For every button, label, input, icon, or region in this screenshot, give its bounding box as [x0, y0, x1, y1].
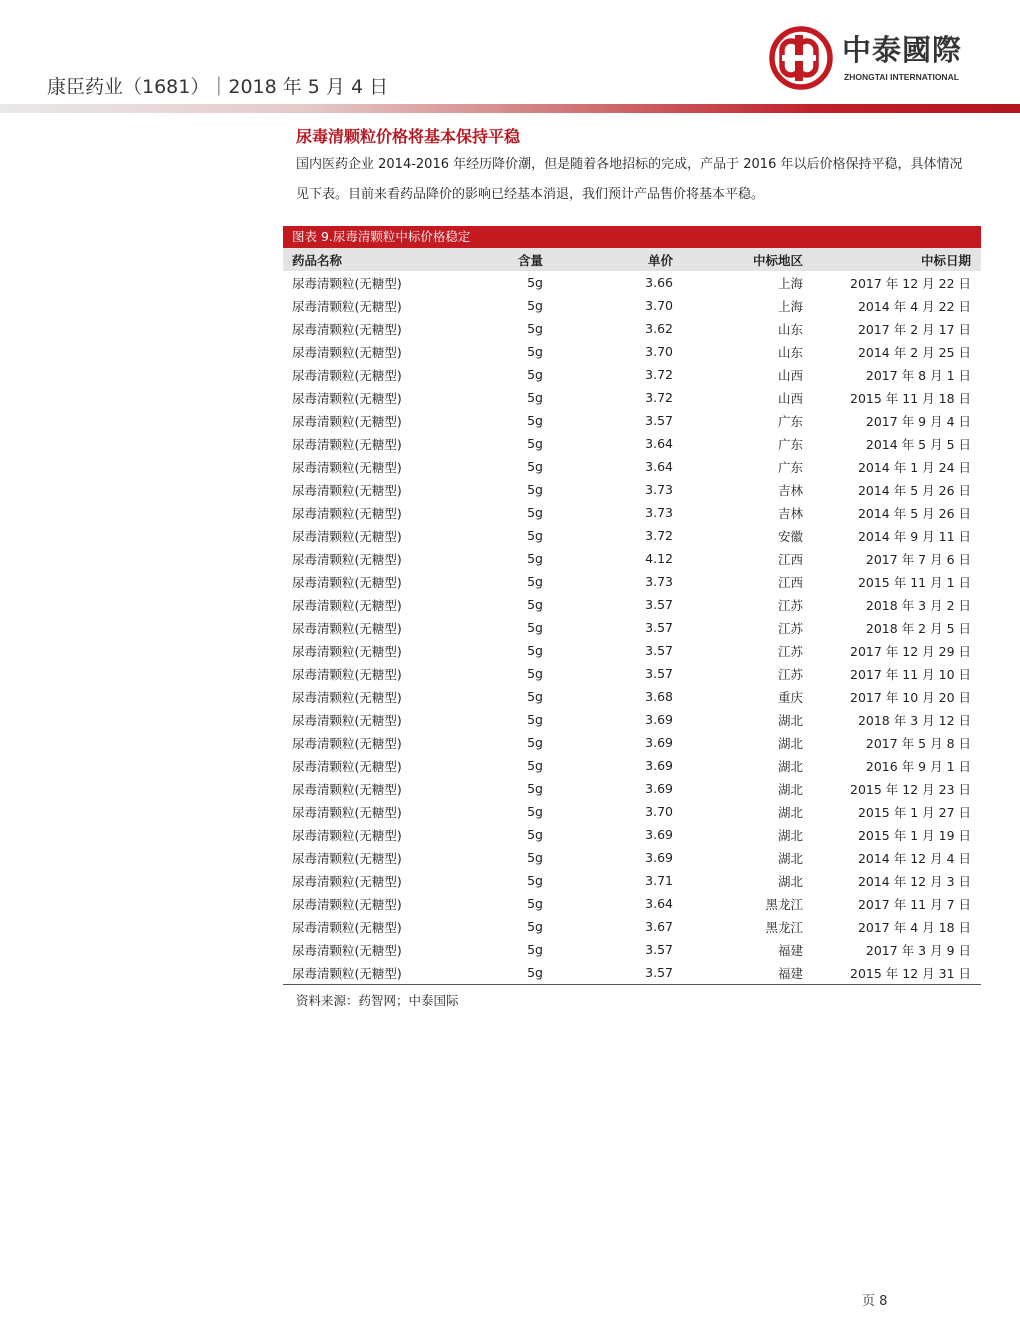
cell-date: 2017 年 11 月 7 日: [857, 896, 971, 912]
cell-unit-price: 3.69: [645, 827, 673, 842]
cell-quantity: 5g: [527, 505, 543, 520]
cell-unit-price: 3.66: [645, 275, 673, 290]
header-divider: [0, 104, 1020, 113]
cell-quantity: 5g: [527, 620, 543, 635]
section-paragraph: 国内医药企业 2014-2016 年经历降价潮，但是随着各地招标的完成，产品于 2016 年以后价格保持平稳，具体情况见下表。目前来看药品降价的影响已经基本消退，我们预计产品售价将基本平稳。: [296, 157, 963, 202]
cell-date: 2017 年 5 月 8 日: [865, 735, 971, 751]
cell-drug-name: 尿毒清颗粒(无糖型): [292, 482, 402, 498]
cell-unit-price: 3.64: [645, 459, 673, 474]
table-row: [283, 317, 981, 340]
cell-date: 2017 年 2 月 17 日: [857, 321, 971, 337]
cell-quantity: 5g: [527, 390, 543, 405]
section-title: 尿毒清颗粒价格将基本保持平稳: [296, 127, 521, 146]
cell-quantity: 5g: [527, 804, 543, 819]
cell-drug-name: 尿毒清颗粒(无糖型): [292, 666, 402, 682]
cell-date: 2014 年 5 月 26 日: [857, 482, 971, 498]
cell-drug-name: 尿毒清颗粒(无糖型): [292, 942, 402, 958]
cell-drug-name: 尿毒清颗粒(无糖型): [292, 413, 402, 429]
table-row: [283, 340, 981, 363]
table-row: [283, 478, 981, 501]
cell-drug-name: 尿毒清颗粒(无糖型): [292, 689, 402, 705]
cell-region: 江西: [777, 551, 803, 567]
table-row: [283, 455, 981, 478]
cell-quantity: 5g: [527, 712, 543, 727]
table-row: [283, 524, 981, 547]
cell-quantity: 5g: [527, 758, 543, 773]
cell-region: 江苏: [777, 666, 803, 682]
cell-unit-price: 3.72: [645, 528, 673, 543]
cell-date: 2017 年 10 月 20 日: [850, 689, 971, 705]
cell-quantity: 5g: [527, 942, 543, 957]
cell-unit-price: 3.57: [645, 643, 673, 658]
cell-date: 2015 年 1 月 19 日: [857, 827, 971, 843]
cell-quantity: 5g: [527, 666, 543, 681]
cell-drug-name: 尿毒清颗粒(无糖型): [292, 827, 402, 843]
table-row: [283, 869, 981, 892]
cell-unit-price: 3.62: [645, 321, 673, 336]
cell-region: 重庆: [777, 689, 803, 705]
cell-region: 广东: [777, 413, 803, 429]
cell-date: 2017 年 9 月 4 日: [865, 413, 971, 429]
cell-date: 2017 年 3 月 9 日: [865, 942, 971, 958]
cell-unit-price: 3.71: [645, 873, 673, 888]
cell-region: 湖北: [777, 712, 803, 728]
header-quantity: 含量: [442, 248, 543, 271]
cell-unit-price: 3.64: [645, 436, 673, 451]
cell-unit-price: 3.69: [645, 735, 673, 750]
cell-date: 2014 年 4 月 22 日: [857, 298, 971, 314]
table-row: [283, 501, 981, 524]
cell-date: 2014 年 5 月 5 日: [865, 436, 971, 452]
cell-drug-name: 尿毒清颗粒(无糖型): [292, 873, 402, 889]
cell-date: 2018 年 3 月 2 日: [865, 597, 971, 613]
cell-drug-name: 尿毒清颗粒(无糖型): [292, 298, 402, 314]
logo-chinese-name: 中泰國際: [842, 33, 963, 67]
cell-unit-price: 3.57: [645, 666, 673, 681]
table-row: [283, 593, 981, 616]
table-row: [283, 570, 981, 593]
bid-price-table: [283, 248, 981, 985]
table-row: [283, 915, 981, 938]
cell-quantity: 5g: [442, 961, 543, 985]
cell-region: 广东: [777, 436, 803, 452]
cell-region: 湖北: [777, 873, 803, 889]
cell-region: 山西: [777, 367, 803, 383]
cell-date: 2018 年 2 月 5 日: [865, 620, 971, 636]
cell-quantity: 5g: [527, 436, 543, 451]
zhongtai-logo-icon: [768, 26, 834, 90]
table-row: [283, 731, 981, 754]
cell-drug-name: 尿毒清颗粒(无糖型): [292, 551, 402, 567]
table-row: [283, 800, 981, 823]
table-row: [283, 938, 981, 961]
table-row: [283, 846, 981, 869]
cell-quantity: 5g: [527, 413, 543, 428]
table-row: [283, 547, 981, 570]
cell-unit-price: 3.70: [645, 344, 673, 359]
cell-unit-price: 3.57: [645, 620, 673, 635]
cell-date: 2017 年 7 月 6 日: [865, 551, 971, 567]
cell-quantity: 5g: [527, 896, 543, 911]
cell-quantity: 5g: [527, 528, 543, 543]
cell-date: 2016 年 9 月 1 日: [865, 758, 971, 774]
cell-unit-price: 3.73: [645, 574, 673, 589]
cell-region: 山东: [777, 344, 803, 360]
cell-quantity: 5g: [527, 298, 543, 313]
cell-region: 湖北: [777, 758, 803, 774]
cell-unit-price: 4.12: [645, 551, 673, 566]
cell-quantity: 5g: [527, 344, 543, 359]
cell-drug-name: 尿毒清颗粒(无糖型): [292, 781, 402, 797]
cell-region: 江西: [777, 574, 803, 590]
cell-drug-name: 尿毒清颗粒(无糖型): [292, 850, 402, 866]
cell-quantity: 5g: [527, 275, 543, 290]
cell-region: 湖北: [777, 850, 803, 866]
table-body: [283, 271, 981, 985]
report-header-title: 康臣药业（1681）｜2018 年 5 月 4 日: [47, 76, 389, 98]
cell-date: 2017 年 8 月 1 日: [865, 367, 971, 383]
cell-quantity: 5g: [527, 597, 543, 612]
cell-drug-name: 尿毒清颗粒(无糖型): [292, 459, 402, 475]
table-row: [283, 294, 981, 317]
cell-unit-price: 3.69: [645, 758, 673, 773]
cell-quantity: 5g: [527, 735, 543, 750]
cell-region: 江苏: [777, 643, 803, 659]
cell-unit-price: 3.69: [645, 712, 673, 727]
header-unit-price: 单价: [543, 248, 673, 271]
table-row: [283, 386, 981, 409]
cell-drug-name: 尿毒清颗粒(无糖型): [292, 528, 402, 544]
cell-unit-price: 3.69: [645, 781, 673, 796]
header-date: 中标日期: [803, 248, 981, 271]
cell-drug-name: 尿毒清颗粒(无糖型): [292, 896, 402, 912]
table-row: [283, 363, 981, 386]
cell-region: 上海: [777, 298, 803, 314]
cell-unit-price: 3.69: [645, 850, 673, 865]
cell-quantity: 5g: [527, 482, 543, 497]
cell-date: 2015 年 1 月 27 日: [857, 804, 971, 820]
cell-date: 2017 年 12 月 29 日: [850, 643, 971, 659]
cell-date: 2017 年 4 月 18 日: [857, 919, 971, 935]
cell-quantity: 5g: [527, 643, 543, 658]
cell-region: 黑龙江: [765, 919, 803, 935]
table-caption: 图表 9.尿毒清颗粒中标价格稳定: [283, 226, 981, 248]
table-row: [283, 271, 981, 294]
cell-drug-name: 尿毒清颗粒(无糖型): [292, 758, 402, 774]
cell-drug-name: 尿毒清颗粒(无糖型): [292, 344, 402, 360]
cell-drug-name: 尿毒清颗粒(无糖型): [292, 367, 402, 383]
table-row: [283, 823, 981, 846]
cell-date: 2017 年 11 月 10 日: [850, 666, 971, 682]
cell-date: 2014 年 12 月 4 日: [857, 850, 971, 866]
cell-region: 广东: [777, 459, 803, 475]
cell-quantity: 5g: [527, 827, 543, 842]
cell-unit-price: 3.57: [645, 597, 673, 612]
table-row: [283, 685, 981, 708]
cell-region: 江苏: [777, 620, 803, 636]
cell-unit-price: 3.57: [543, 961, 673, 985]
cell-quantity: 5g: [527, 781, 543, 796]
cell-drug-name: 尿毒清颗粒(无糖型): [292, 321, 402, 337]
cell-unit-price: 3.64: [645, 896, 673, 911]
cell-unit-price: 3.57: [645, 942, 673, 957]
cell-drug-name: 尿毒清颗粒(无糖型): [292, 574, 402, 590]
cell-quantity: 5g: [527, 850, 543, 865]
cell-unit-price: 3.73: [645, 505, 673, 520]
cell-date: 2014 年 2 月 25 日: [857, 344, 971, 360]
cell-drug-name: 尿毒清颗粒(无糖型): [292, 643, 402, 659]
cell-unit-price: 3.72: [645, 390, 673, 405]
cell-region: 上海: [777, 275, 803, 291]
cell-region: 吉林: [777, 482, 803, 498]
cell-region: 江苏: [777, 597, 803, 613]
cell-unit-price: 3.70: [645, 804, 673, 819]
cell-unit-price: 3.57: [645, 413, 673, 428]
cell-date: 2014 年 9 月 11 日: [857, 528, 971, 544]
cell-drug-name: 尿毒清颗粒(无糖型): [292, 804, 402, 820]
cell-region: 山东: [777, 321, 803, 337]
cell-region: 湖北: [777, 781, 803, 797]
table-row: [283, 616, 981, 639]
cell-quantity: 5g: [527, 459, 543, 474]
cell-drug-name: 尿毒清颗粒(无糖型): [283, 961, 442, 985]
cell-region: 湖北: [777, 827, 803, 843]
table-row: [283, 708, 981, 731]
cell-date: 2014 年 1 月 24 日: [857, 459, 971, 475]
cell-region: 山西: [777, 390, 803, 406]
page-number: 页 8: [862, 1294, 888, 1309]
cell-region: 福建: [777, 942, 803, 958]
cell-region: 安徽: [777, 528, 803, 544]
cell-unit-price: 3.73: [645, 482, 673, 497]
cell-drug-name: 尿毒清颗粒(无糖型): [292, 735, 402, 751]
cell-date: 2015 年 12 月 31 日: [803, 961, 981, 985]
cell-quantity: 5g: [527, 689, 543, 704]
table-row: [283, 409, 981, 432]
cell-quantity: 5g: [527, 367, 543, 382]
cell-unit-price: 3.68: [645, 689, 673, 704]
cell-date: 2014 年 5 月 26 日: [857, 505, 971, 521]
cell-quantity: 5g: [527, 919, 543, 934]
logo-english-name: ZHONGTAI INTERNATIONAL: [844, 72, 959, 82]
cell-unit-price: 3.72: [645, 367, 673, 382]
cell-unit-price: 3.70: [645, 298, 673, 313]
cell-quantity: 5g: [527, 574, 543, 589]
cell-drug-name: 尿毒清颗粒(无糖型): [292, 275, 402, 291]
cell-drug-name: 尿毒清颗粒(无糖型): [292, 597, 402, 613]
cell-region: 福建: [673, 961, 803, 985]
table-row: [283, 777, 981, 800]
cell-unit-price: 3.67: [645, 919, 673, 934]
cell-drug-name: 尿毒清颗粒(无糖型): [292, 505, 402, 521]
cell-date: 2018 年 3 月 12 日: [857, 712, 971, 728]
cell-date: 2015 年 12 月 23 日: [850, 781, 971, 797]
cell-region: 湖北: [777, 735, 803, 751]
cell-drug-name: 尿毒清颗粒(无糖型): [292, 390, 402, 406]
cell-drug-name: 尿毒清颗粒(无糖型): [292, 712, 402, 728]
header-drug-name: 药品名称: [283, 248, 442, 271]
table-row: [283, 639, 981, 662]
cell-quantity: 5g: [527, 551, 543, 566]
cell-drug-name: 尿毒清颗粒(无糖型): [292, 436, 402, 452]
cell-region: 吉林: [777, 505, 803, 521]
header-region: 中标地区: [673, 248, 803, 271]
table-row: [283, 754, 981, 777]
table-row: [283, 662, 981, 685]
cell-date: 2015 年 11 月 18 日: [850, 390, 971, 406]
cell-region: 黑龙江: [765, 896, 803, 912]
cell-date: 2015 年 11 月 1 日: [857, 574, 971, 590]
cell-date: 2017 年 12 月 22 日: [850, 275, 971, 291]
table-source: 资料来源：药智网；中泰国际: [296, 993, 459, 1008]
table-row: [283, 892, 981, 915]
cell-region: 湖北: [777, 804, 803, 820]
cell-quantity: 5g: [527, 321, 543, 336]
company-logo: [768, 26, 978, 90]
cell-drug-name: 尿毒清颗粒(无糖型): [292, 919, 402, 935]
bid-price-table-container: [283, 226, 981, 1009]
table-row: [283, 432, 981, 455]
table-row: [283, 961, 981, 985]
cell-quantity: 5g: [527, 873, 543, 888]
table-header-row: [283, 248, 981, 271]
cell-date: 2014 年 12 月 3 日: [857, 873, 971, 889]
cell-drug-name: 尿毒清颗粒(无糖型): [292, 620, 402, 636]
